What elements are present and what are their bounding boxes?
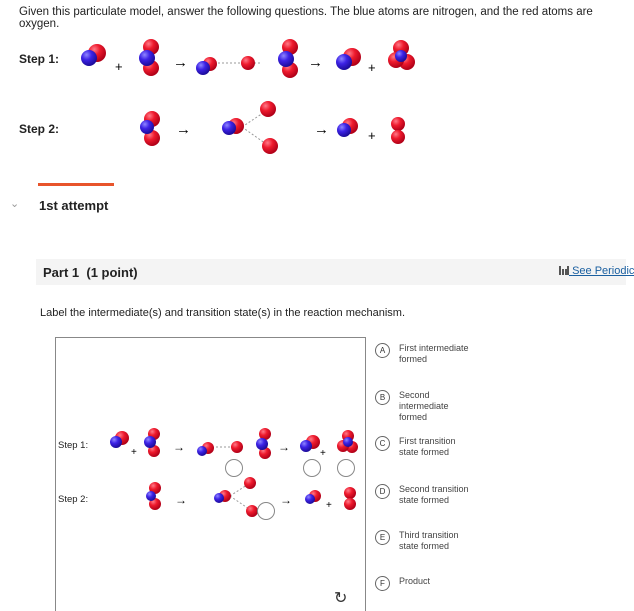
box-no-product [337,430,358,453]
intro-text: Given this particulate model, answer the following questions. The blue atoms are nitrogen, and the red atoms are oxygen. [19,6,593,30]
option-d-label: Second transition state formed [399,484,469,505]
option-c[interactable] [375,436,469,458]
arrow: → [173,440,185,454]
part-points: (1 point) [86,265,138,280]
attempt-indicator [38,183,114,186]
arrow: → [278,440,290,454]
plus-sign: + [320,448,326,459]
part-title: Part 1 (1 point) [43,265,138,280]
box-no-molecule [110,431,129,448]
option-e-letter: E [375,530,390,545]
plus-sign: + [326,500,332,511]
arrow: → [176,121,191,138]
plus-sign: + [115,59,123,74]
box-step2-label: Step 2: [58,494,89,505]
box-complex-2 [214,477,258,517]
box-o2 [344,487,356,510]
reset-icon[interactable]: ↻ [334,590,348,607]
transition-complex-1 [196,39,298,78]
arrow: → [175,493,187,507]
option-b[interactable] [375,390,469,423]
no-product-2 [337,118,358,137]
attempt-label[interactable]: 1st attempt [39,198,109,213]
step2-label: Step 2: [19,122,60,136]
box-no2-molecule [144,428,160,457]
question-text: Label the intermediate(s) and transition state(s) in the reaction mechanism. [40,307,406,319]
box-no-product-2 [305,490,321,504]
arrow: → [314,121,329,138]
no2-molecule-1 [139,39,159,76]
o2-product [391,117,405,144]
option-d-letter: D [375,484,390,499]
plus-sign: + [131,447,137,458]
no-product-1 [388,40,415,70]
option-a-letter: A [375,343,390,358]
arrow: → [173,54,188,71]
option-e[interactable] [375,530,469,552]
periodic-table-link[interactable]: See Periodic [559,265,634,277]
box-no2-molecule-2 [146,482,161,510]
no2-molecule-2 [140,111,160,146]
plus-sign: + [368,128,376,143]
option-b-letter: B [375,390,390,405]
option-b-label: Second intermediate formed [399,390,449,422]
drop-target-3[interactable] [337,459,355,477]
option-a[interactable] [375,343,469,365]
option-d[interactable] [375,484,469,506]
step1-label: Step 1: [19,52,60,66]
option-c-label: First transition state formed [399,436,456,457]
option-c-letter: C [375,436,390,451]
drop-target-1[interactable] [225,459,243,477]
box-no3 [300,435,320,452]
no-molecule-1 [81,44,106,66]
transition-complex-2 [222,101,278,154]
drop-target-2[interactable] [303,459,321,477]
option-f-letter: F [375,576,390,591]
arrow: → [280,493,292,507]
periodic-table-icon [559,266,569,275]
plus-sign: + [368,60,376,75]
option-f-label: Product [399,576,431,586]
option-a-label: First intermediate formed [399,343,469,364]
box-step1-label: Step 1: [58,440,89,451]
no3-product [336,48,361,70]
arrow: → [308,54,323,71]
chevron-down-icon[interactable]: ⌄ [10,198,20,210]
option-e-label: Third transition state formed [399,530,459,551]
box-complex-1 [197,428,271,459]
option-f[interactable] [375,576,469,591]
top-mechanism [60,30,440,160]
drop-target-4[interactable] [257,502,275,520]
